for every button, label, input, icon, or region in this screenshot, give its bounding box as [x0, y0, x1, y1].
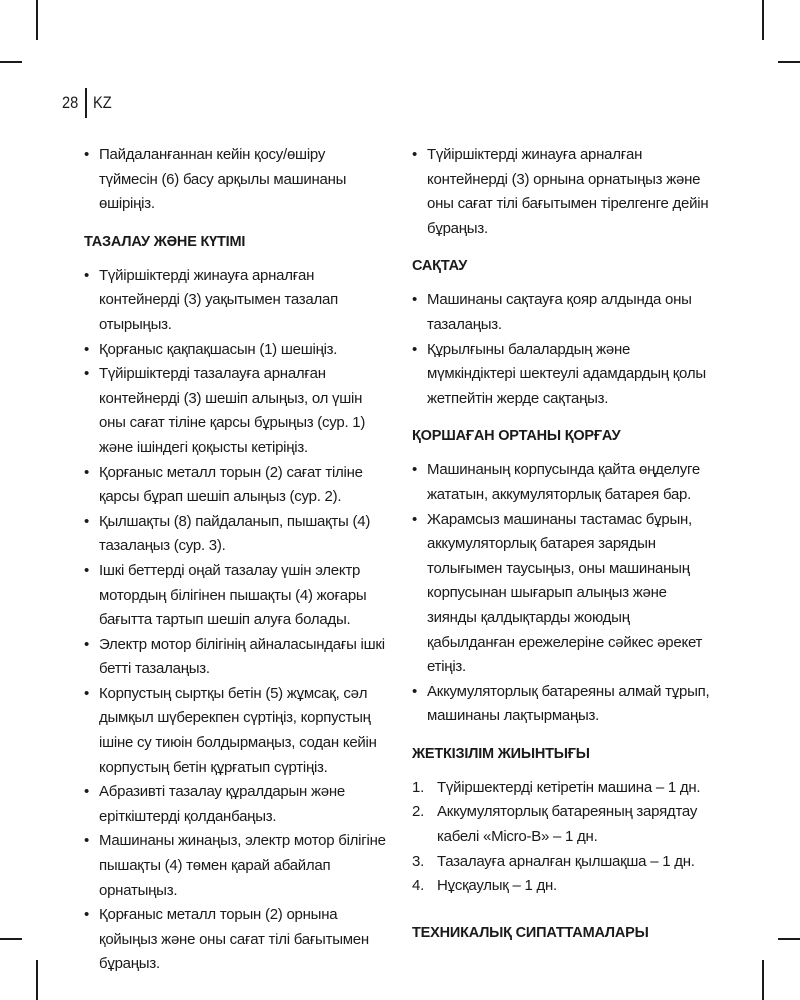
list-item: • Абразивті тазалау құралдарын және еріткіштерді қолданбаңыз.: [84, 780, 387, 829]
specs-heading: ТЕХНИКАЛЫҚ СИПАТТАМАЛАРЫ: [412, 924, 649, 941]
cleaning-list: [84, 264, 387, 977]
list-item: • Құрылғыны балалардың және мүмкіндіктері шектеулі адамдардың қолы жетпейтін жерде сақтаңыз.: [412, 338, 718, 412]
list-item: • Түйіршіктерді жинауға арналған контейнерді (3) орнына орнатыңыз және оны сағат тілі бағытымен тірелгенге дейін бұраңыз.: [412, 143, 718, 241]
list-item: • Қорғаныс қақпақшасын (1) шешіңіз.: [84, 338, 387, 363]
crop-mark-top-right-vertical: [762, 0, 764, 40]
list-item: • Қорғаныс металл торын (2) орнына қойыңыз және оны сағат тілі бағытымен бұраңыз.: [84, 903, 387, 977]
item-text: Түйіршектерді кетіретін машина – 1 дн.: [437, 778, 701, 796]
cleaning-heading: ТАЗАЛАУ ЖӘНЕ КҮТІМІ: [84, 233, 246, 250]
list-item: • Жарамсыз машинаны тастамас бұрын, аккумуляторлық батарея зарядын толығымен таусыңыз, оны машинаның корпусынан шығарып алыңыз және зиянды қалдықтарды жоюдың қабылданған ережелеріне сәйкес әрекет етіңіз.: [412, 508, 718, 680]
environment-list: [412, 458, 718, 729]
item-number: 1.: [412, 778, 425, 796]
crop-mark-top-left-vertical: [36, 0, 38, 40]
item-number: 3.: [412, 852, 425, 870]
list-item: • Ішкі беттерді оңай тазалау үшін электр мотордың білігінен пышақты (4) жоғары бағытта тартып шешіп алуға болады.: [84, 559, 387, 633]
item-text: Аккумуляторлық батареяның зарядтау кабелі «Micro-B» – 1 дн.: [437, 803, 698, 846]
list-item: • Корпустың сыртқы бетін (5) жұмсақ, сәл дымқыл шүберекпен сүртіңіз, корпустың ішіне су тиюін болдырмаңыз, содан кейін корпустың бетін құрғатып сүртіңіз.: [84, 682, 387, 780]
list-item: [412, 874, 718, 899]
right-intro-list: [412, 143, 718, 241]
storage-heading: САҚТАУ: [412, 258, 468, 275]
crop-mark-bottom-left-horizontal: [0, 938, 22, 940]
crop-mark-bottom-left-vertical: [36, 960, 38, 1000]
environment-heading: ҚОРШАҒАН ОРТАНЫ ҚОРҒАУ: [412, 428, 621, 445]
contents-list: [412, 776, 718, 899]
list-item: [412, 800, 718, 849]
page-header: [62, 88, 115, 118]
list-item: [412, 850, 718, 875]
right-column: [412, 143, 718, 955]
item-number: 4.: [412, 877, 425, 895]
list-item: • Пайдаланғаннан кейін қосу/өшіру түймесін (6) басу арқылы машинаны өшіріңіз.: [84, 143, 387, 217]
item-text: Нұсқаулық – 1 дн.: [437, 877, 557, 895]
contents-heading: ЖЕТКІЗІЛІМ ЖИЫНТЫҒЫ: [412, 745, 590, 762]
list-item: • Түйіршіктерді тазалауға арналған контейнерді (3) шешіп алыңыз, ол үшін оны сағат тіліне қарсы бұрыңыз (сур. 1) және ішіндегі қоқысты кетіріңіз.: [84, 362, 387, 460]
list-item: • Түйіршіктерді жинауға арналған контейнерді (3) уақытымен тазалап отырыңыз.: [84, 264, 387, 338]
list-item: • Машинаның корпусында қайта өңделуге жататын, аккумуляторлық батарея бар.: [412, 458, 718, 507]
storage-list: [412, 288, 718, 411]
list-item: • Машинаны жинаңыз, электр мотор білігіне пышақты (4) төмен қарай абайлап орнатыңыз.: [84, 829, 387, 903]
list-item: • Электр мотор білігінің айналасындағы ішкі бетті тазалаңыз.: [84, 633, 387, 682]
left-intro-list: [84, 143, 387, 217]
list-item: • Қорғаныс металл торын (2) сағат тіліне қарсы бұрап шешіп алыңыз (сур. 2).: [84, 461, 387, 510]
crop-mark-bottom-right-vertical: [762, 960, 764, 1000]
list-item: • Машинаны сақтауға қояр алдында оны тазалаңыз.: [412, 288, 718, 337]
item-number: 2.: [412, 803, 425, 821]
crop-mark-top-right-horizontal: [778, 61, 800, 63]
list-item: • Қылшақты (8) пайдаланып, пышақты (4) тазалаңыз (сур. 3).: [84, 510, 387, 559]
crop-mark-bottom-right-horizontal: [778, 938, 800, 940]
page-number: 28: [62, 93, 79, 112]
list-item: • Аккумуляторлық батареяны алмай тұрып, машинаны лақтырмаңыз.: [412, 680, 718, 729]
crop-mark-top-left-horizontal: [0, 61, 22, 63]
language-code: KZ: [92, 93, 112, 112]
list-item: [412, 776, 718, 801]
left-column: [84, 143, 387, 977]
header-divider: [85, 88, 87, 118]
item-text: Тазалауға арналған қылшақша – 1 дн.: [437, 852, 695, 870]
